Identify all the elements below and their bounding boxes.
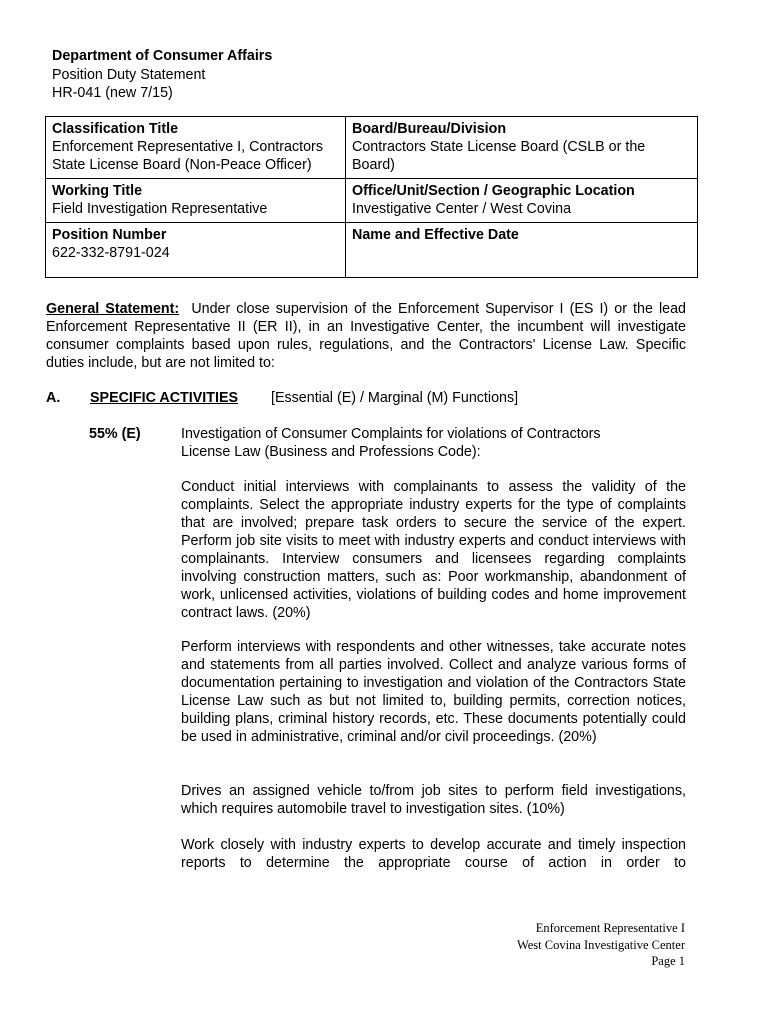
classification-value: Enforcement Representative I, Contractors State License Board (Non-Peace Officer) <box>52 139 323 173</box>
board-value: Contractors State License Board (CSLB or the Board) <box>352 139 646 173</box>
table-row <box>46 223 698 278</box>
general-statement <box>46 300 686 372</box>
office-cell <box>346 179 698 223</box>
position-number-value: 622-332-8791-024 <box>52 245 170 261</box>
position-number-cell <box>46 223 346 278</box>
general-statement-text: Under close supervision of the Enforcement Supervisor I (ES I) or the lead Enforcement Representative II (ER II), in an Investigative Center, the incumbent will investigate consumer complaints based upon rules, regulations, and the Contractors' License Law. Specific duties include, but are not limited to: <box>46 301 686 371</box>
table-row <box>46 117 698 179</box>
office-value: Investigative Center / West Covina <box>352 201 572 217</box>
classification-label: Classification Title <box>52 121 179 137</box>
section-letter: A. <box>46 390 61 406</box>
position-info-table <box>45 116 698 278</box>
activity-paragraph-3: Drives an assigned vehicle to/from job sites to perform field investigations, which requires automobile travel to investigation sites. (10%) <box>181 783 686 817</box>
activity-paragraph-1: Conduct initial interviews with complainants to assess the validity of the complaints. Select the appropriate industry experts for the type of complaints that are involved; prepare task orders to secure the service of the expert. Perform job site visits to meet with industry experts and conduct interviews with complainants. Interview consumers and licensees regarding complaints involving construction matters, such as: Poor workmanship, abandonment of work, unlicensed activities, violations of building codes and home improvement contract laws. (20%) <box>181 479 686 621</box>
name-date-label: Name and Effective Date <box>352 227 519 243</box>
classification-cell <box>46 117 346 179</box>
working-title-cell <box>46 179 346 223</box>
section-subtitle: [Essential (E) / Marginal (M) Functions] <box>271 390 519 406</box>
footer-position-title: Enforcement Representative I <box>535 921 685 935</box>
activity-percent: 55% (E) <box>89 426 141 442</box>
section-title: SPECIFIC ACTIVITIES <box>90 390 239 406</box>
document-header <box>52 47 272 103</box>
board-cell <box>346 117 698 179</box>
document-type: Position Duty Statement <box>52 66 206 83</box>
department-name: Department of Consumer Affairs <box>52 48 273 64</box>
board-label: Board/Bureau/Division <box>352 121 507 137</box>
activity-heading: Investigation of Consumer Complaints for violations of Contractors License Law (Business and Professions Code): <box>181 426 601 460</box>
footer-location: West Covina Investigative Center <box>516 937 685 952</box>
position-number-label: Position Number <box>52 227 167 243</box>
activity-paragraph-4: Work closely with industry experts to develop accurate and timely inspection reports to determine the appropriate course of action in order to <box>181 837 686 871</box>
office-label: Office/Unit/Section / Geographic Location <box>352 183 635 199</box>
general-statement-label: General Statement: <box>46 301 180 317</box>
table-row <box>46 179 698 223</box>
working-title-label: Working Title <box>52 183 143 199</box>
name-date-cell <box>346 223 698 278</box>
working-title-value: Field Investigation Representative <box>52 201 268 217</box>
form-number: HR-041 (new 7/15) <box>52 85 173 101</box>
page-footer <box>517 920 685 970</box>
activity-paragraph-2: Perform interviews with respondents and other witnesses, take accurate notes and statements from all parties involved. Collect and analyze various forms of documentation pertaining to investigation and violation of the Contractors State License Law such as but not limited to, building permits, correction notices, building plans, criminal history records, etc. These documents potentially could be used in administrative, criminal and/or civil proceedings. (20%) <box>181 639 686 745</box>
page-number: Page 1 <box>651 954 685 968</box>
